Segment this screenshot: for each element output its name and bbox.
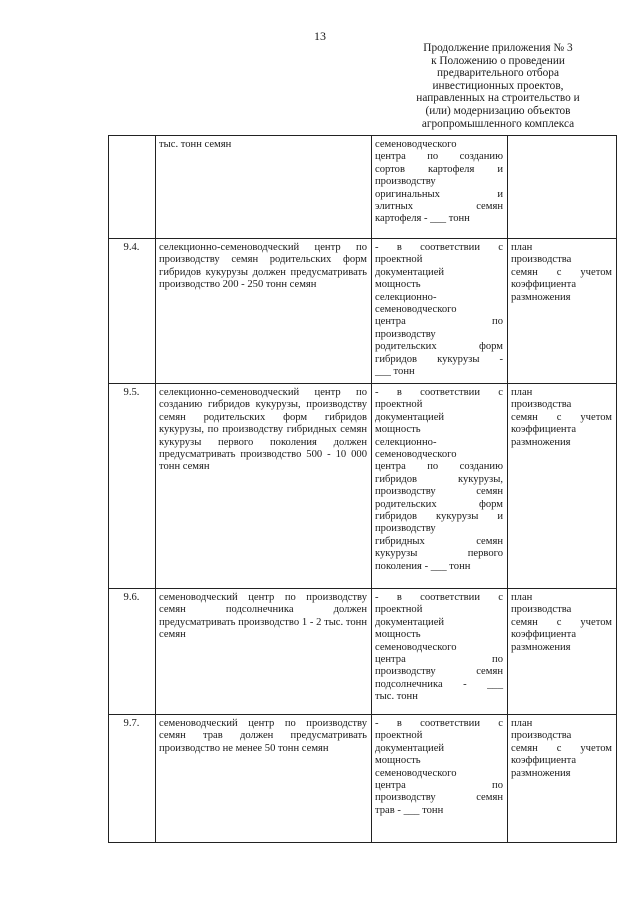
row-description: селекционно-семеноводческий центр по производству семян родительских форм гибридов кукурузы должен предусматривать производство 200 - 250 тонн семян xyxy=(156,239,372,384)
appendix-header xyxy=(380,42,616,130)
row-note xyxy=(508,384,617,589)
note-line: план xyxy=(511,592,533,603)
note-line: план xyxy=(511,718,533,729)
requirement-line: тыс. тонн xyxy=(375,691,418,703)
row-requirement xyxy=(372,136,508,239)
note-line: коэффициента xyxy=(511,629,577,641)
note-line: коэффициента xyxy=(511,755,577,767)
requirement-line: производству xyxy=(375,176,436,188)
requirement-line: проектной xyxy=(375,604,423,616)
header-line: к Положению о проведении xyxy=(431,54,565,67)
table-row xyxy=(109,384,617,589)
requirement-line: документацией xyxy=(375,266,445,278)
header-line: Продолжение приложения № 3 xyxy=(423,42,573,54)
row-number: 9.5. xyxy=(109,384,156,589)
requirement-line: производству xyxy=(375,523,436,535)
requirement-line: семеноводческого xyxy=(375,304,457,316)
row-note xyxy=(508,715,617,843)
requirement-line: селекционно- xyxy=(375,436,437,448)
requirement-line: семеноводческого xyxy=(375,641,457,653)
requirement-line: центра по xyxy=(375,316,503,328)
requirement-line: производству семян xyxy=(375,666,503,678)
table-row xyxy=(109,715,617,843)
row-number xyxy=(109,136,156,239)
note-line: производства xyxy=(511,730,572,742)
requirement-line: документацией xyxy=(375,411,445,423)
requirement-line: кукурузы первого xyxy=(375,548,503,560)
table-row xyxy=(109,589,617,715)
row-description: тыс. тонн семян xyxy=(156,136,372,239)
note-line: производства xyxy=(511,604,572,616)
requirement-line: мощность xyxy=(375,424,421,436)
requirement-line: мощность xyxy=(375,279,421,291)
requirement-line: трав - ___ тонн xyxy=(375,804,444,816)
requirement-line: поколения - ___ тонн xyxy=(375,560,471,572)
requirement-line: центра по созданию xyxy=(375,151,503,163)
row-number: 9.4. xyxy=(109,239,156,384)
requirement-line: оригинальных и xyxy=(375,188,503,200)
row-note xyxy=(508,136,617,239)
header-line: предварительного отбора xyxy=(437,67,559,80)
table-row xyxy=(109,136,617,239)
row-description: семеноводческий центр по производству семян подсолнечника должен предусматривать производство 1 - 2 тыс. тонн семян xyxy=(156,589,372,715)
requirement-line: производству xyxy=(375,328,436,340)
note-line: план xyxy=(511,387,533,398)
requirement-line: гибридных семян xyxy=(375,535,503,547)
requirement-line: мощность xyxy=(375,629,421,641)
requirement-line: производству семян xyxy=(375,486,503,498)
requirement-line: - в соответствии с xyxy=(375,592,503,603)
requirement-line: проектной xyxy=(375,730,423,742)
note-line: план xyxy=(511,242,533,253)
requirement-line: подсолнечника - ___ xyxy=(375,678,503,690)
note-line: производства xyxy=(511,399,572,411)
requirement-line: - в соответствии с xyxy=(375,718,503,729)
note-line: семян с учетом xyxy=(511,411,612,423)
requirement-line: семеноводческого xyxy=(375,767,457,779)
header-line: агропромышленного комплекса xyxy=(421,117,575,130)
note-line: размножения xyxy=(511,767,571,779)
row-number: 9.7. xyxy=(109,715,156,843)
header-line: инвестиционных проектов, xyxy=(432,79,564,92)
note-line: семян с учетом xyxy=(511,742,612,754)
row-description: селекционно-семеноводческий центр по созданию гибридов кукурузы, производству семян родительских форм гибридов кукурузы, по производству гибридных семян кукурузы первого поколения должен предусматривать производство 500 - 10 000 тонн семян xyxy=(156,384,372,589)
requirement-line: гибридов кукурузы и xyxy=(375,511,503,523)
requirement-line: проектной xyxy=(375,254,423,266)
row-requirement xyxy=(372,384,508,589)
row-note xyxy=(508,239,617,384)
requirement-line: документацией xyxy=(375,742,445,754)
requirement-line: мощность xyxy=(375,755,421,767)
row-requirement xyxy=(372,239,508,384)
requirement-line: семеноводческого xyxy=(375,449,457,461)
requirement-line: - в соответствии с xyxy=(375,242,503,253)
note-line: коэффициента xyxy=(511,279,577,291)
note-line: семян с учетом xyxy=(511,616,612,628)
requirement-line: гибридов кукурузы - xyxy=(375,353,503,365)
requirement-line: центра по xyxy=(375,654,503,666)
requirement-line: селекционно- xyxy=(375,291,437,303)
requirement-line: родительских форм xyxy=(375,498,503,510)
note-line: семян с учетом xyxy=(511,266,612,278)
requirements-table xyxy=(108,135,617,843)
requirement-line: семеноводческого xyxy=(375,139,457,150)
requirement-line: документацией xyxy=(375,616,445,628)
note-line: коэффициента xyxy=(511,424,577,436)
row-requirement xyxy=(372,715,508,843)
row-description: семеноводческий центр по производству семян трав должен предусматривать производство не менее 50 тонн семян xyxy=(156,715,372,843)
note-line: производства xyxy=(511,254,572,266)
note-line: размножения xyxy=(511,641,571,653)
requirement-line: гибридов кукурузы, xyxy=(375,473,503,485)
requirement-line: ___ тонн xyxy=(375,366,415,378)
requirement-line: родительских форм xyxy=(375,341,503,353)
requirement-line: проектной xyxy=(375,399,423,411)
row-note xyxy=(508,589,617,715)
page-number: 13 xyxy=(314,29,326,43)
header-line: направленных на строительство и xyxy=(416,92,580,105)
requirement-line: - в соответствии с xyxy=(375,387,503,398)
note-line: размножения xyxy=(511,436,571,448)
requirement-line: элитных семян xyxy=(375,201,503,213)
row-number: 9.6. xyxy=(109,589,156,715)
requirement-line: сортов картофеля и xyxy=(375,163,503,175)
note-line: размножения xyxy=(511,291,571,303)
requirement-line: центра по созданию xyxy=(375,461,503,473)
row-requirement xyxy=(372,589,508,715)
header-line: (или) модернизацию объектов xyxy=(425,104,571,117)
requirement-line: картофеля - ___ тонн xyxy=(375,213,470,225)
table-row xyxy=(109,239,617,384)
requirement-line: производству семян xyxy=(375,792,503,804)
requirement-line: центра по xyxy=(375,780,503,792)
